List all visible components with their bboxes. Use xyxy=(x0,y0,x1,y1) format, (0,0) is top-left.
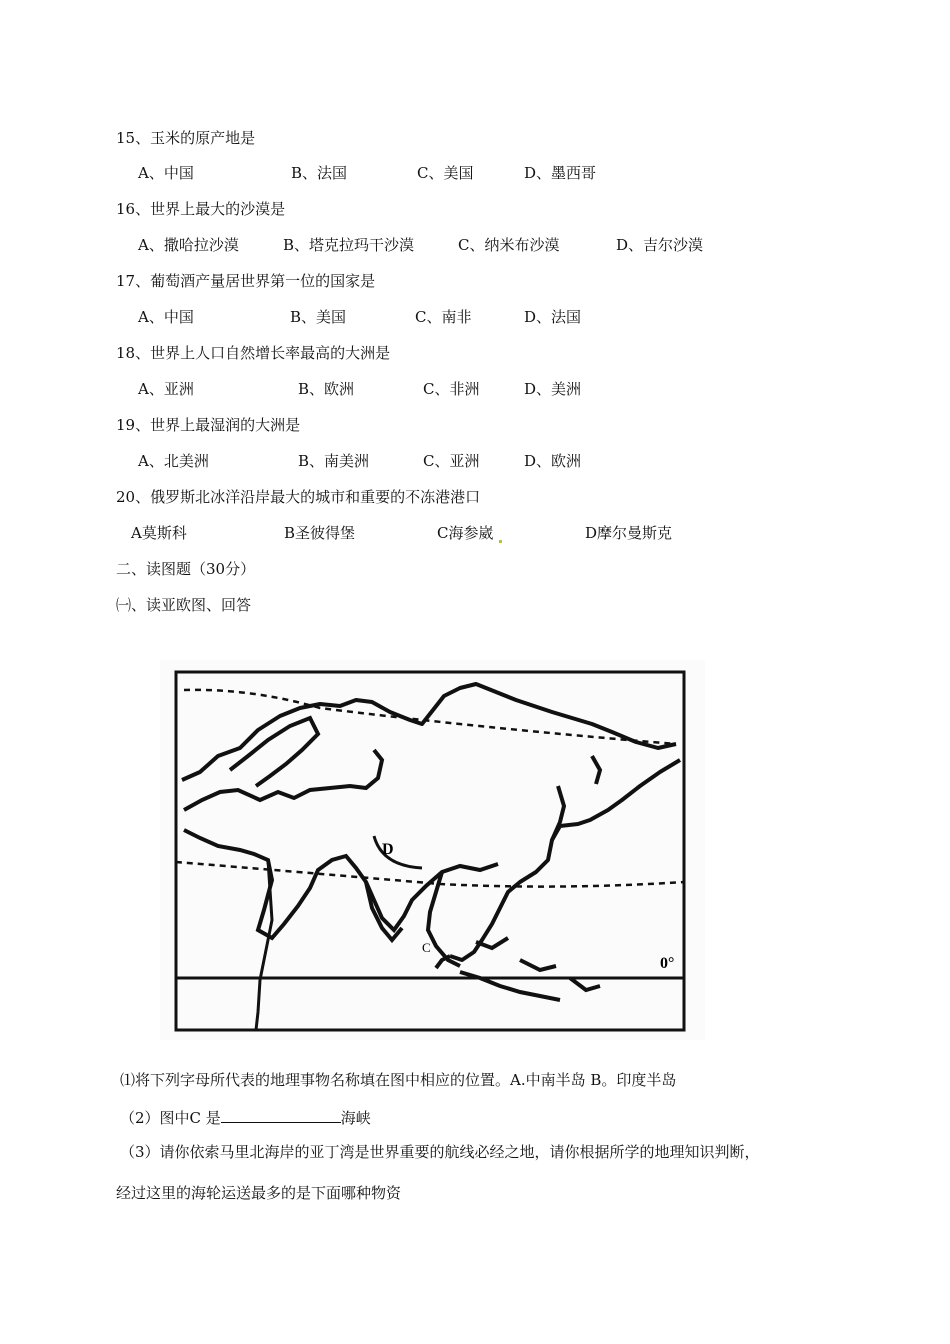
question-17-stem: 17、葡萄酒产量居世界第一位的国家是 xyxy=(116,272,376,290)
section-subtitle: ㈠、读亚欧图、回答 xyxy=(116,596,252,614)
question-15-option-a: A、中国 xyxy=(138,164,194,182)
question-17-option-d: D、法国 xyxy=(524,308,582,326)
question-19-option-b: B、南美洲 xyxy=(298,452,370,470)
label-equator: 0° xyxy=(660,955,675,972)
question-18-stem: 18、世界上人口自然增长率最高的大洲是 xyxy=(116,344,391,362)
question-17-option-c: C、南非 xyxy=(415,308,472,326)
label-d: D xyxy=(382,841,394,858)
question-16-stem: 16、世界上最大的沙漠是 xyxy=(116,200,286,218)
question-19-option-c: C、亚洲 xyxy=(423,452,480,470)
question-20-stem: 20、俄罗斯北冰洋沿岸最大的城市和重要的不冻港港口 xyxy=(116,488,481,506)
question-20-option-b: B圣彼得堡 xyxy=(284,524,356,542)
question-18-option-d: D、美洲 xyxy=(524,380,582,398)
question-17-option-b: B、美国 xyxy=(290,308,347,326)
question-16-option-c: C、纳米布沙漠 xyxy=(458,236,560,254)
task-1: ⑴将下列字母所代表的地理事物名称填在图中相应的位置。A.中南半岛 B。印度半岛 xyxy=(120,1071,677,1089)
question-18-option-b: B、欧洲 xyxy=(298,380,355,398)
question-15-option-d: D、墨西哥 xyxy=(524,164,597,182)
question-15-option-b: B、法国 xyxy=(291,164,348,182)
question-17-option-a: A、中国 xyxy=(138,308,194,326)
question-19-option-d: D、欧洲 xyxy=(524,452,582,470)
question-16-option-b: B、塔克拉玛干沙漠 xyxy=(283,236,415,254)
question-15-option-c: C、美国 xyxy=(417,164,474,182)
task-2: （2）图中C 是 海峡 xyxy=(120,1106,371,1128)
question-19-option-a: A、北美洲 xyxy=(138,452,209,470)
question-20-option-d: D摩尔曼斯克 xyxy=(585,524,673,542)
question-15-stem: 15、玉米的原产地是 xyxy=(116,129,256,147)
label-c: C xyxy=(422,940,431,955)
task-3-line-1: （3）请你依索马里北海岸的亚丁湾是世界重要的航线必经之地，请你根据所学的地理知识判断， xyxy=(120,1143,760,1161)
question-19-stem: 19、世界上最湿润的大洲是 xyxy=(116,416,301,434)
question-20-option-a: A莫斯科 xyxy=(131,524,187,542)
task-3-line-2: 经过这里的海轮运送最多的是下面哪种物资 xyxy=(116,1184,402,1202)
question-18-option-c: C、非洲 xyxy=(423,380,480,398)
question-20-option-c: C海参崴 xyxy=(437,523,503,543)
question-16-option-a: A、撒哈拉沙漠 xyxy=(138,236,239,254)
question-16-option-d: D、吉尔沙漠 xyxy=(616,236,704,254)
section-title: 二、读图题（30分） xyxy=(116,560,256,578)
answer-blank[interactable] xyxy=(221,1106,341,1123)
eurasia-map xyxy=(160,660,705,1040)
question-18-option-a: A、亚洲 xyxy=(138,380,194,398)
